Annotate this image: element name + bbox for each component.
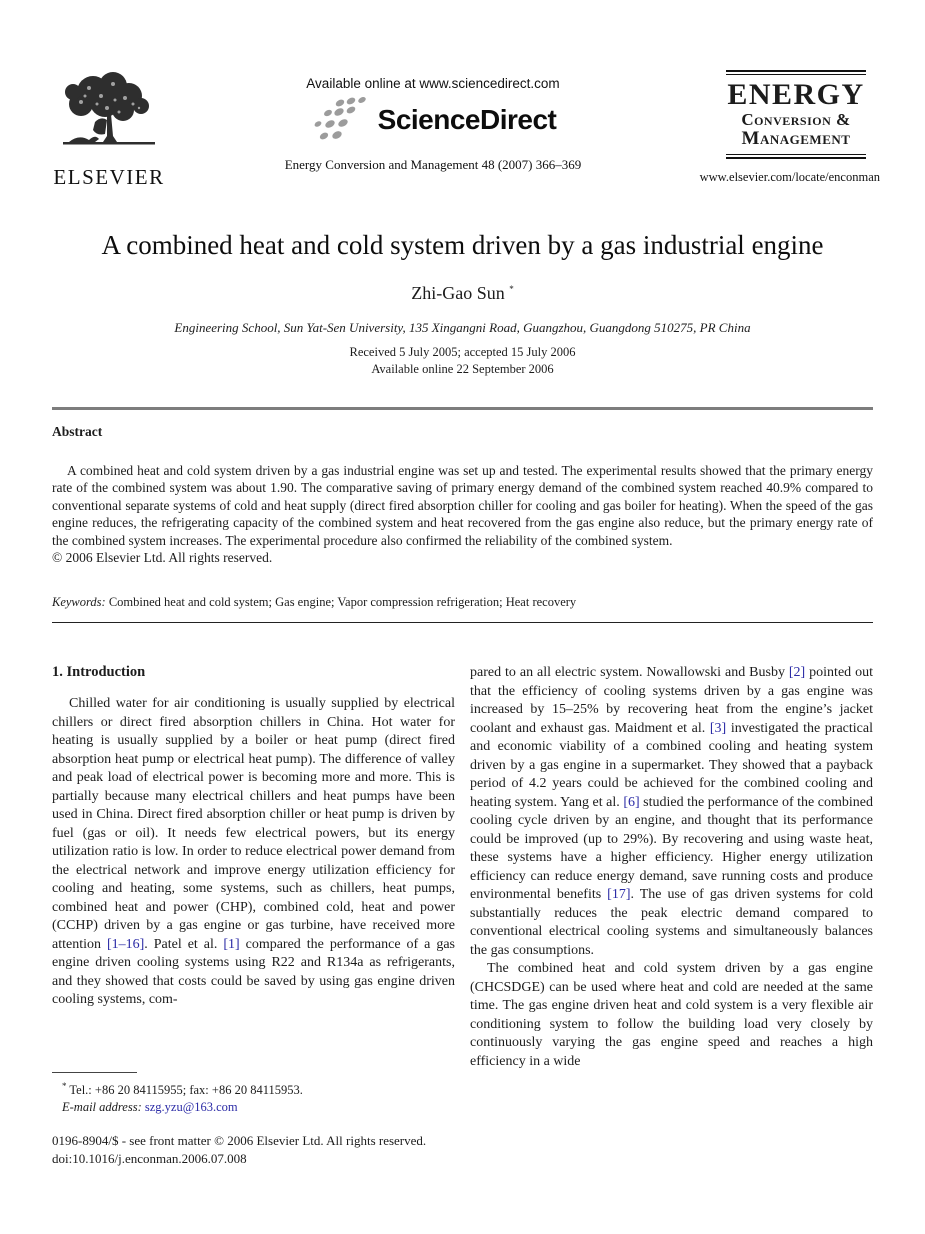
logo-bottom-rule (726, 157, 866, 159)
abstract-copyright: © 2006 Elsevier Ltd. All rights reserved. (52, 550, 273, 566)
text-segment: . Patel et al. (144, 936, 224, 952)
affiliation: Engineering School, Sun Yat-Sen University, 135 Xingangni Road, Guangzhou, Guangdong 510275, PR China (174, 320, 751, 335)
journal-citation-line: Energy Conversion and Management 48 (2007) 366–369 (284, 157, 582, 172)
journal-logo-line2: Conversion & (741, 110, 851, 129)
intro-paragraph-left (52, 695, 455, 1010)
elsevier-logo (50, 70, 168, 190)
footer-issn-line: 0196-8904/$ - see front matter © 2006 Elsevier Ltd. All rights reserved. (52, 1133, 427, 1148)
body-columns (52, 664, 873, 1071)
text-segment: pared to an all electric system. Nowallowski and Busby (470, 665, 789, 680)
author-footnote (52, 1072, 455, 1116)
left-column (52, 664, 455, 1071)
sciencedirect-logo-text: ScienceDirect (377, 104, 557, 135)
citation-link[interactable]: [2] (788, 665, 806, 680)
intro-paragraph-right-2: The combined heat and cold system driven by a gas engine (CHCSDGE) can be used where heat and cold are needed at the same time. The gas engine driven heat and cold system is a very flexible air conditioning system to follow the building load very closely by continuously varying the gas engine speed and reaches a high efficiency in a wide (470, 961, 873, 1069)
journal-logo-line3: Management (741, 128, 851, 149)
citation-link[interactable]: [1] (223, 936, 240, 952)
citation-link[interactable]: [3] (709, 720, 727, 736)
email-link[interactable]: szg.yzu@163.com (144, 1100, 238, 1115)
text-segment: studied the performance of the combined cooling cycle driven by an engine, and thought that its performance could be improved (up to 29%). By recovering and using waste heat, these systems have a higher efficiency. Higher energy utilization efficiency can reduce energy demand, save running costs and produce environmental benefits (470, 794, 874, 902)
abstract-section (52, 424, 873, 566)
email-label: E-mail address: (62, 1100, 142, 1115)
text-segment: compared the performance of a gas engine driven cooling systems using R22 and R134a as refrigerants, and they showed that costs could be saved by using gas engine driven cooling systems, com- (52, 936, 455, 1007)
footnote-rule (52, 1072, 137, 1073)
author-name: Zhi-Gao Sun (411, 283, 505, 303)
sciencedirect-dots-icon (310, 97, 372, 143)
keywords-text: Combined heat and cold system; Gas engine; Vapor compression refrigeration; Heat recovery (105, 595, 577, 609)
journal-logo-line1: ENERGY (727, 78, 865, 111)
page-footer (52, 1132, 552, 1168)
section-heading-introduction: 1. Introduction (52, 664, 146, 680)
header-divider-rule (52, 407, 873, 410)
author-line (0, 283, 925, 304)
citation-link[interactable]: [6] (623, 794, 640, 810)
citation-link[interactable]: [17] (607, 887, 631, 902)
available-online-date: Available online 22 September 2006 (371, 362, 554, 376)
abstract-heading: Abstract (52, 424, 103, 439)
keywords-line (52, 595, 873, 610)
citation-link[interactable]: [1–16] (106, 936, 145, 952)
logo-top-rule (726, 70, 866, 72)
received-line: Received 5 July 2005; accepted 15 July 2006 (349, 345, 576, 359)
keywords-label: Keywords: (52, 595, 106, 609)
logo-top-rule-thin (726, 74, 866, 75)
text-segment: Chilled water for air conditioning is usually supplied by electrical chillers or direct fired absorption chillers in China. Hot water for heating is usually supplied by a boiler or heat pump (direct fired absorption heat pump or electrical heat pump). The difference of valley and peak load of electrical power is becoming more and more. This is partially because many electrical chillers and heat pumps have been used in China. Direct fired absorption chiller or heat pump is driven by fuel (gas or oil). It needs few electrical powers, but its energy utilization ratio is low. In order to reduce electrical power demand from the electrical network and improve energy utilization efficiency for cooling and heating, some systems, such as chillers, heat pumps, combined heat and power (CHP), combined cold, heat and power (CCHP) driven by a gas engine or gas turbine, have received more attention (52, 696, 455, 952)
page-title: A combined heat and cold system driven by a gas industrial engine (101, 230, 824, 260)
text-segment: . The use of gas driven systems for cold substantially reduces the peak electric demand compared to conventional electrical cooling systems and simultaneously balances the gas consumptions. (470, 887, 873, 958)
elsevier-tree-logo-icon (55, 70, 163, 158)
right-column (470, 664, 873, 1071)
footer-doi-line: doi:10.1016/j.enconman.2006.07.008 (52, 1151, 247, 1166)
available-online-text: Available online at www.sciencedirect.com (306, 76, 560, 91)
abstract-divider-rule (52, 622, 873, 623)
header-center (238, 76, 628, 173)
intro-paragraph-right-1 (470, 664, 873, 960)
logo-bottom-rule-thin (726, 154, 866, 155)
author-footnote-mark[interactable]: * (509, 284, 514, 294)
elsevier-logo-text: ELSEVIER (53, 165, 165, 189)
footnote-mark: * (62, 1081, 67, 1091)
text-segment: pointed out that the efficiency of cooling systems driven by a gas engine was increased by 15–25% by recovering heat from the engine’s jacket coolant and exhaust gas. Maidment et al. (470, 665, 873, 736)
sciencedirect-logo[interactable] (238, 97, 628, 143)
text-segment: investigated the practical and economic viability of a combined cooling and heating system driven by a gas engine in a supermarket. They showed that a payback period of 4.2 years could be achieved for the combined cooling and heating system. Yang et al. (470, 720, 873, 810)
footnote-tel: Tel.: +86 20 84115955; fax: +86 20 84115953. (66, 1083, 303, 1098)
journal-logo-box (726, 70, 866, 159)
abstract-text: A combined heat and cold system driven by a gas industrial engine was set up and tested. The experimental results showed that the primary energy rate of the combined system was about 1.90. The comparative saving of primary energy demand of the combined system reached 40.9% compared to conventional separate systems of cold and heat supply (direct fired absorption chiller for cooling and gas boiler for heating). When the speed of the gas engine reduces, the refrigerating capacity of the combined system and heat recovered from the gas engine also reduce, but the primary energy rate of the combined system increases. The experimental procedure also confirmed the reliability of the combined system. (52, 463, 873, 548)
journal-url[interactable]: www.elsevier.com/locate/enconman (699, 170, 880, 184)
